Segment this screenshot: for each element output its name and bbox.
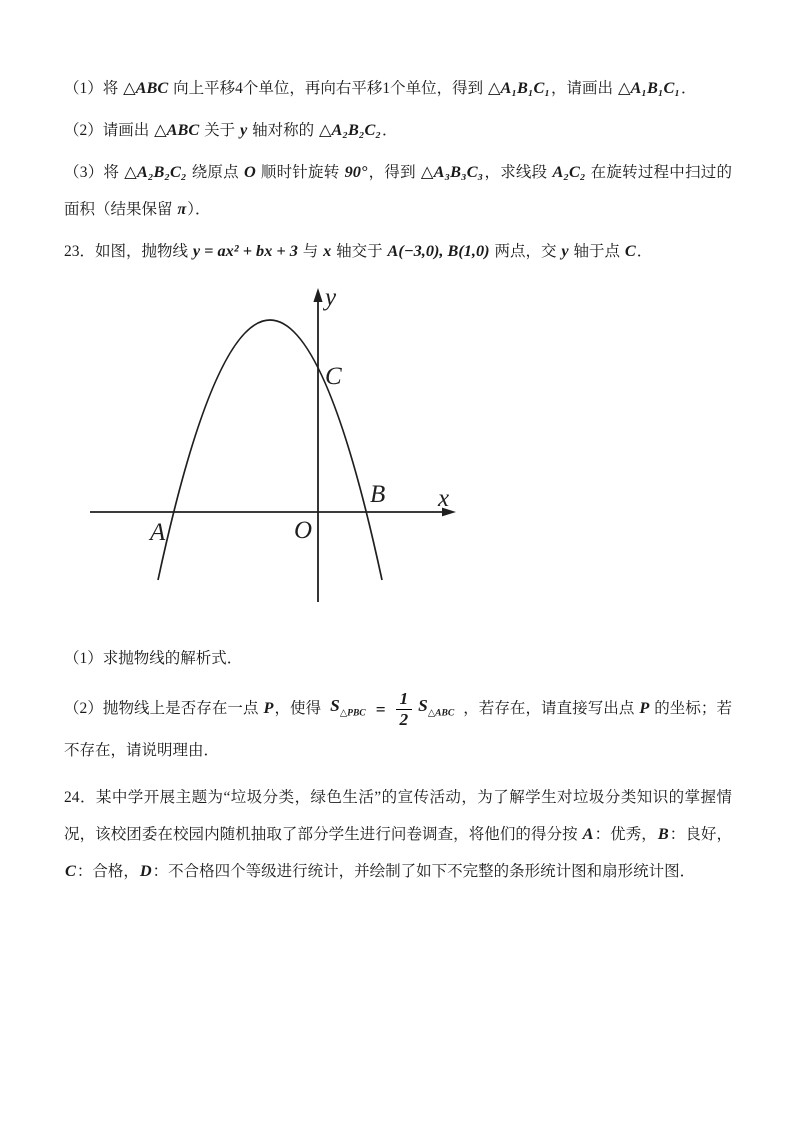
- text-run: C: [65, 862, 76, 881]
- text-run: ：不合格四个等级进行统计，并绘制了如下不完整的条形统计图和扇形统计图．: [152, 863, 696, 881]
- text-run: y: [239, 121, 248, 139]
- text-run: △ABC: [154, 121, 200, 139]
- text-run: △A₂B₂C₂: [318, 121, 382, 139]
- text-run: O: [244, 163, 256, 181]
- text-run: ．: [681, 80, 697, 97]
- question-part-1: [64, 70, 732, 107]
- text-run: （3）将: [64, 164, 124, 181]
- text-run: △ABC: [123, 79, 169, 97]
- text-run: A: [582, 825, 594, 844]
- text-run: ，使得: [274, 700, 322, 718]
- text-run: ：优秀，: [594, 826, 657, 844]
- text-run: 的坐标；若不存在，请说明理由．: [64, 700, 732, 760]
- y-axis-arrow: [313, 288, 322, 302]
- label-x-axis: x: [438, 485, 450, 512]
- text-run: ，若存在，请直接写出点: [463, 700, 639, 718]
- fraction-denominator: 2: [399, 710, 409, 730]
- text-run: 顺时针旋转: [256, 164, 344, 181]
- text-run: ：良好，: [669, 826, 732, 844]
- text-run: 90°: [344, 163, 368, 181]
- text-run: B: [657, 825, 669, 844]
- text-run: D: [139, 862, 152, 881]
- label-point-c: C: [325, 363, 342, 390]
- area-ratio-formula: [329, 687, 455, 732]
- text-run: 23．如图，抛物线: [64, 243, 192, 260]
- text-run: 两点，交: [490, 243, 561, 260]
- text-run: ，得到: [368, 164, 420, 181]
- text-run: 向上平移4个单位，再向右平移1个单位，得到: [169, 80, 487, 97]
- text-run: △A₃B₃C₃: [420, 163, 484, 181]
- text-run: P: [639, 699, 650, 718]
- parabola-figure: [76, 278, 480, 614]
- s-abc-term: $S_{\triangle ABC}$: [418, 696, 455, 719]
- text-run: △A₁B₁C₁: [487, 79, 551, 97]
- label-origin: O: [294, 517, 313, 544]
- question-23-part-1: [64, 640, 732, 677]
- text-run: 轴对称的: [248, 122, 318, 139]
- text-run: ，请画出: [551, 80, 617, 97]
- text-run: π: [177, 200, 187, 218]
- fraction-one-half: [395, 689, 414, 730]
- s-pbc-subscript: △PBC: [339, 708, 366, 719]
- question-part-2: [64, 112, 732, 149]
- text-run: y = ax² + bx + 3: [192, 242, 298, 260]
- text-run: x: [323, 242, 332, 260]
- text-run: C: [624, 242, 636, 260]
- text-run: ．: [382, 122, 398, 139]
- text-run: （1）求抛物线的解析式．: [64, 650, 243, 667]
- text-run: 关于: [200, 122, 239, 139]
- label-point-b: B: [370, 481, 386, 508]
- text-run: （2）请画出: [64, 122, 154, 139]
- fraction-numerator: 1: [396, 689, 413, 710]
- text-run: ，求线段: [484, 164, 552, 181]
- s-abc-subscript: △ABC: [427, 708, 455, 719]
- text-run: 24．某中学开展主题为“垃圾分类，绿色生活”的宣传活动，为了解学生对垃圾分类知识的掌握情况，该校团委在校园内随机抽取了部分学生进行问卷调查，将他们的得分按: [64, 789, 732, 844]
- text-run: ）．: [187, 201, 211, 218]
- s-pbc-term: $S_{\triangle PBC}$: [330, 696, 366, 719]
- text-run: 与: [298, 243, 323, 260]
- label-y-axis: y: [325, 284, 337, 311]
- text-run: 轴交于: [332, 243, 387, 260]
- text-run: 轴于点: [569, 243, 624, 260]
- part2-before: [64, 700, 321, 717]
- question-24-stem: [64, 779, 732, 890]
- label-point-a: A: [150, 519, 166, 546]
- text-run: 绕原点: [187, 164, 243, 181]
- parabola-graph: [76, 278, 480, 614]
- equals-sign: =: [375, 700, 386, 720]
- parabola-curve: [158, 320, 382, 580]
- question-23-part-2: [64, 687, 732, 769]
- text-run: y: [561, 242, 569, 260]
- question-part-3: [64, 154, 732, 228]
- question-23-stem: [64, 233, 732, 270]
- text-run: ：合格，: [76, 863, 139, 881]
- text-run: △A₂B₂C₂: [124, 163, 187, 181]
- text-run: P: [263, 699, 274, 718]
- text-run: （2）抛物线上是否存在一点: [64, 700, 263, 718]
- text-run: ．: [636, 243, 653, 260]
- text-run: A(−3,0), B(1,0): [387, 242, 490, 260]
- text-run: A₂C₂: [552, 163, 586, 181]
- text-run: △A₁B₁C₁: [617, 79, 681, 97]
- text-run: 在旋转过程中扫过的面积（结果保留: [64, 164, 732, 218]
- text-run: （1）将: [64, 80, 123, 97]
